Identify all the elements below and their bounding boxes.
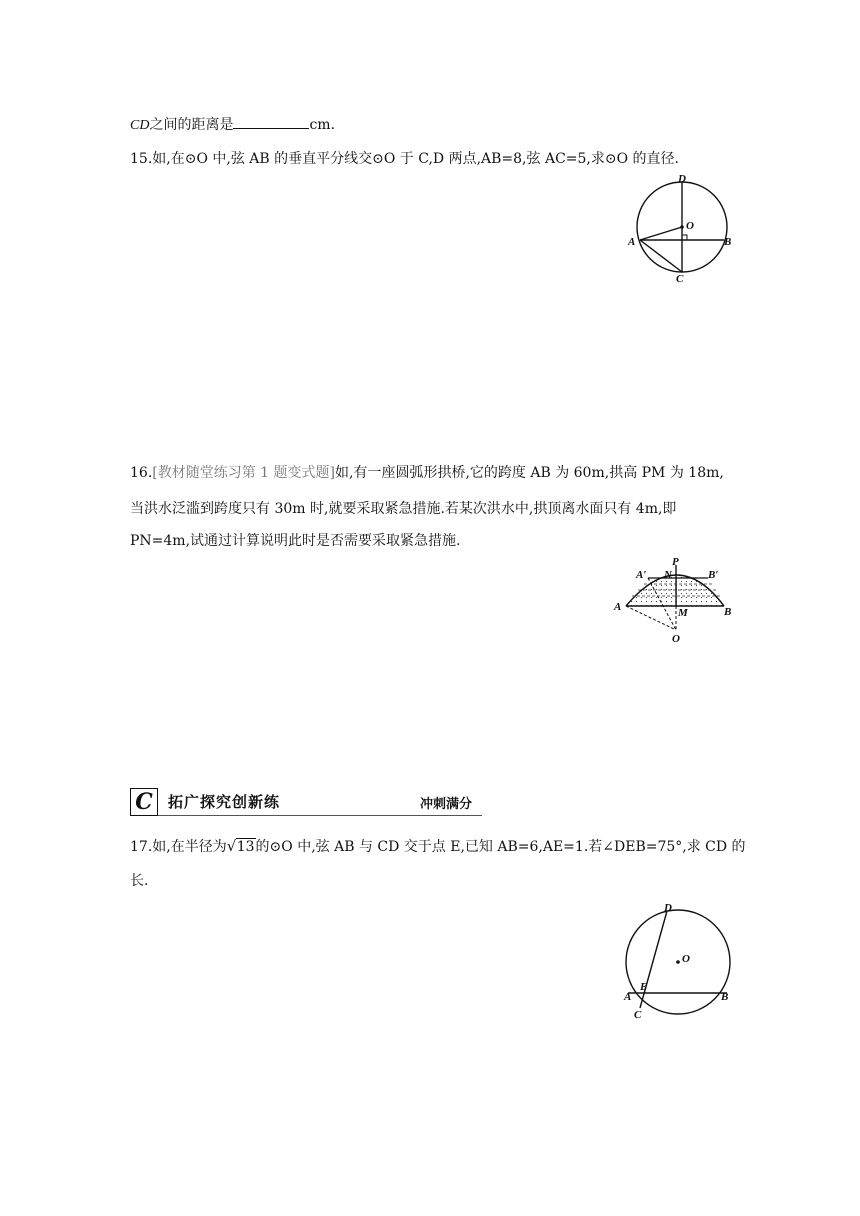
q16-line1 bbox=[130, 462, 724, 482]
q16-oa bbox=[626, 606, 676, 630]
q17-label-e: E bbox=[640, 981, 648, 993]
q16-source: [教材随堂练习第 1 题变式题] bbox=[152, 465, 335, 481]
q17-figure bbox=[616, 900, 756, 1024]
q16-label-a1: A′ bbox=[636, 569, 647, 581]
q16-label-m: M bbox=[678, 607, 688, 619]
q15-label-d: D bbox=[678, 173, 686, 185]
q17-label-o: O bbox=[682, 953, 690, 965]
q16-label-b: B bbox=[724, 606, 732, 618]
q15-right-angle bbox=[682, 235, 687, 240]
q17-post: 的⊙O 中,弦 AB 与 CD 交于点 E,已知 AB=6,AE=1.若∠DEB=75°,求 CD 的 bbox=[255, 839, 746, 855]
q16-label-a: A bbox=[614, 601, 622, 613]
q15-label-c: C bbox=[676, 273, 684, 285]
q16-line3: PN=4m,试通过计算说明此时是否需要采取紧急措施. bbox=[130, 533, 461, 549]
section-title: 拓广探究创新练 bbox=[168, 793, 281, 811]
q15-figure bbox=[620, 168, 760, 288]
q14-cd: CD bbox=[130, 118, 150, 133]
q14-tail bbox=[130, 114, 335, 134]
q16-line1-text: 如,有一座圆弧形拱桥,它的跨度 AB 为 60m,拱高 PM 为 18m, bbox=[335, 465, 724, 481]
section-divider bbox=[158, 815, 482, 816]
q17-label-b: B bbox=[721, 991, 729, 1003]
q15-label-o: O bbox=[686, 220, 694, 232]
q14-unit: cm. bbox=[309, 117, 336, 133]
q17-line1 bbox=[130, 836, 746, 856]
q16-label-o: O bbox=[672, 633, 680, 645]
q16-label-b1: B′ bbox=[708, 569, 719, 581]
q17-label-c: C bbox=[634, 1009, 642, 1021]
section-letter: C bbox=[130, 788, 158, 816]
q15-text: 15.如,在⊙O 中,弦 AB 的垂直平分线交⊙O 于 C,D 两点,AB=8,弦 AC=5,求⊙O 的直径. bbox=[130, 151, 679, 167]
q15-label-a: A bbox=[628, 236, 636, 248]
q17-label-a: A bbox=[624, 991, 632, 1003]
q16-figure bbox=[610, 552, 760, 652]
answer-blank[interactable] bbox=[233, 116, 309, 129]
section-subtitle: 冲刺满分 bbox=[420, 797, 473, 812]
q16-label-p: P bbox=[672, 556, 679, 568]
q15-label-b: B bbox=[724, 236, 732, 248]
q17-radicand: 13 bbox=[236, 839, 255, 855]
q16-num: 16. bbox=[130, 465, 153, 481]
q17-pre: 17.如,在半径为 bbox=[130, 839, 227, 855]
q17-center bbox=[676, 960, 680, 964]
q15-radius-oa bbox=[640, 227, 682, 240]
q17-label-d: D bbox=[664, 902, 672, 914]
q16-line2: 当洪水泛滥到跨度只有 30m 时,就要采取紧急措施.若某次洪水中,拱顶离水面只有 4m,即 bbox=[130, 501, 677, 517]
q14-text: 之间的距离是 bbox=[149, 117, 234, 133]
q17-sqrt: √ 13 bbox=[226, 837, 255, 855]
q15-center bbox=[680, 225, 684, 229]
q16-label-n: N bbox=[664, 569, 672, 581]
q17-line2: 长. bbox=[130, 873, 149, 889]
section-header bbox=[130, 788, 482, 818]
